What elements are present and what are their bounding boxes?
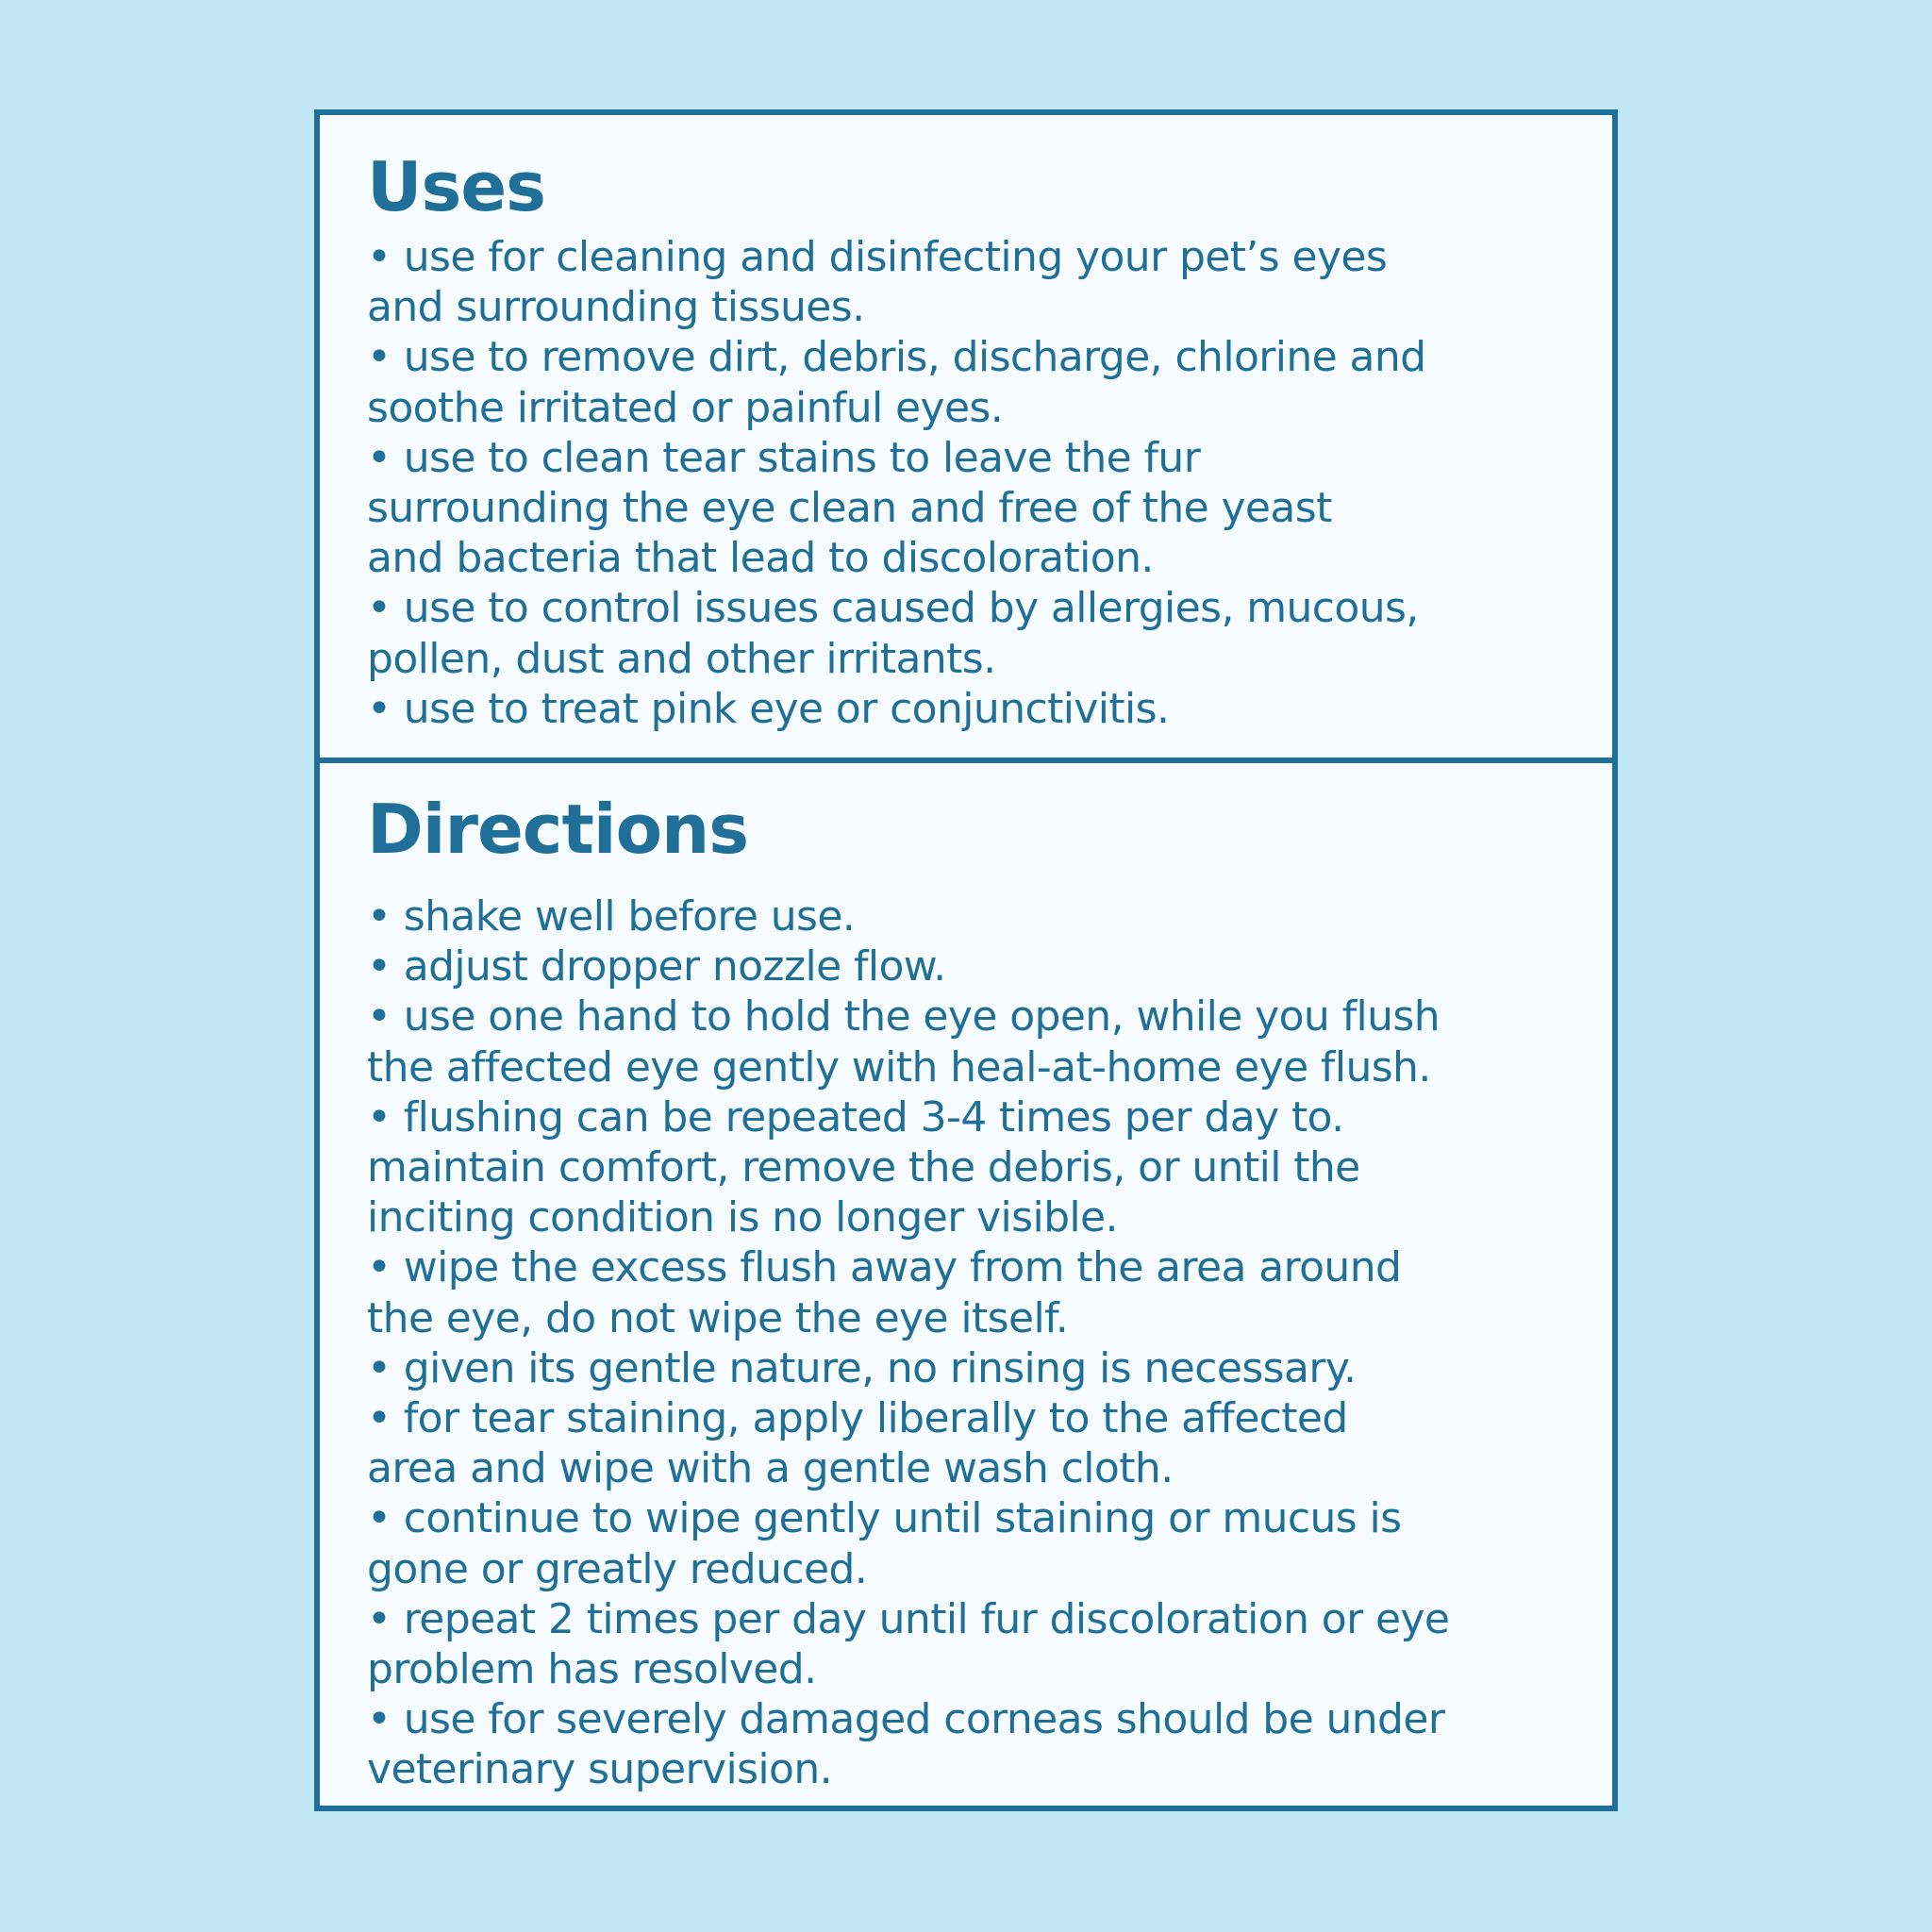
directions-line: • given its gentle nature, no rinsing is necessary. xyxy=(367,1343,1357,1392)
directions-line: veterinary supervision. xyxy=(367,1745,833,1794)
directions-heading: Directions xyxy=(367,790,749,869)
directions-line: the affected eye gently with heal-at-home eye flush. xyxy=(367,1042,1431,1091)
uses-line: • use to remove dirt, debris, discharge, chlorine and xyxy=(367,333,1426,382)
directions-line: • adjust dropper nozzle flow. xyxy=(367,942,946,991)
directions-list xyxy=(367,891,1593,1795)
directions-line: • shake well before use. xyxy=(367,892,856,941)
uses-line: soothe irritated or painful eyes. xyxy=(367,383,1004,432)
uses-line: and bacteria that lead to discoloration. xyxy=(367,534,1154,583)
info-panel xyxy=(314,109,1618,1811)
directions-line: problem has resolved. xyxy=(367,1645,817,1694)
directions-line: • use for severely damaged corneas should be under xyxy=(367,1695,1445,1744)
uses-section xyxy=(320,115,1612,763)
directions-line: area and wipe with a gentle wash cloth. xyxy=(367,1444,1174,1493)
uses-line: • use for cleaning and disinfecting your pet’s eyes xyxy=(367,233,1388,281)
directions-section xyxy=(320,763,1612,1806)
directions-line: • for tear staining, apply liberally to the affected xyxy=(367,1394,1348,1443)
uses-line: • use to control issues caused by allergies, mucous, xyxy=(367,584,1419,633)
directions-line: • continue to wipe gently until staining or mucus is xyxy=(367,1494,1402,1543)
directions-line: inciting condition is no longer visible. xyxy=(367,1193,1118,1242)
directions-line: • flushing can be repeated 3-4 times per day to. xyxy=(367,1092,1344,1141)
uses-heading: Uses xyxy=(367,147,546,226)
directions-line: • use one hand to hold the eye open, while you flush xyxy=(367,992,1440,1041)
directions-line: • repeat 2 times per day until fur discoloration or eye xyxy=(367,1594,1450,1643)
directions-line: maintain comfort, remove the debris, or until the xyxy=(367,1143,1360,1192)
uses-line: • use to treat pink eye or conjunctivitis. xyxy=(367,684,1170,733)
uses-list xyxy=(367,232,1593,734)
directions-line: gone or greatly reduced. xyxy=(367,1544,868,1593)
uses-line: and surrounding tissues. xyxy=(367,283,865,332)
directions-line: • wipe the excess flush away from the area around xyxy=(367,1243,1402,1292)
uses-line: • use to clean tear stains to leave the fur xyxy=(367,433,1201,482)
uses-line: pollen, dust and other irritants. xyxy=(367,634,996,683)
uses-line: surrounding the eye clean and free of the yeast xyxy=(367,484,1332,533)
directions-line: the eye, do not wipe the eye itself. xyxy=(367,1293,1069,1342)
